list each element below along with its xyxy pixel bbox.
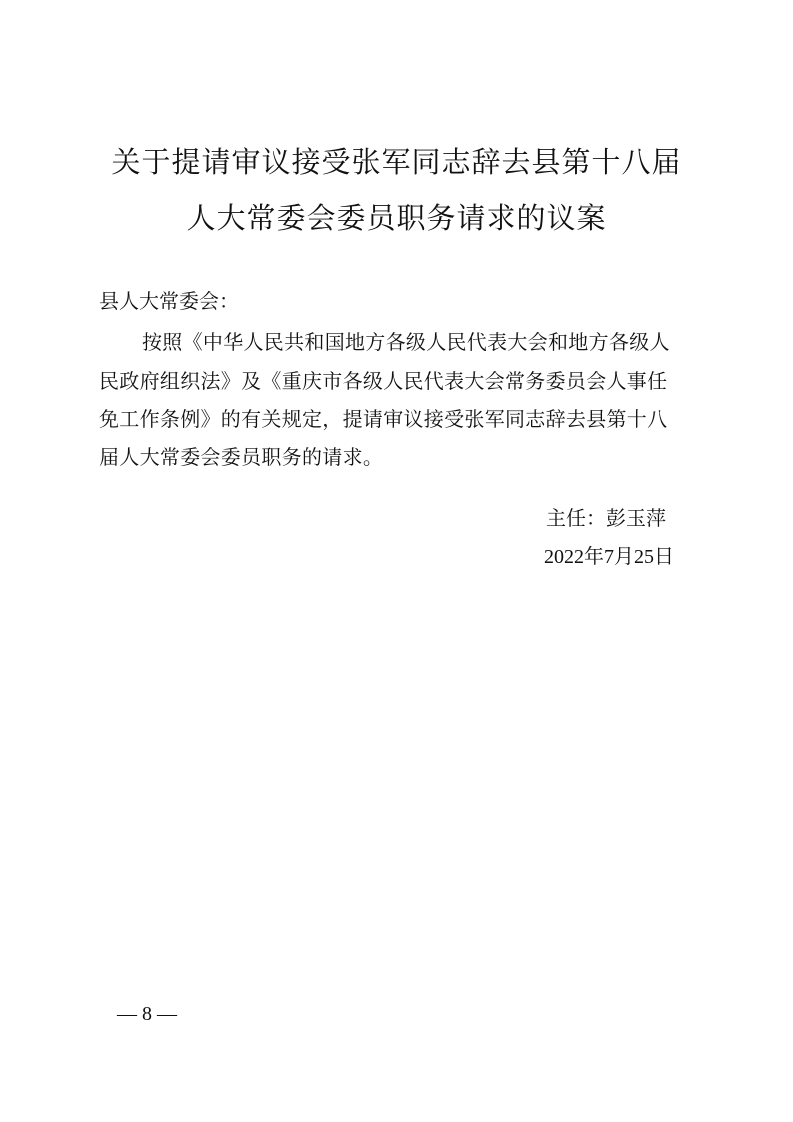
document-title-line-2: 人大常委会委员职务请求的议案	[186, 201, 607, 235]
document-title-line-1: 关于提请审议接受张军同志辞去县第十八届	[111, 145, 682, 179]
page-number: — 8 —	[117, 1003, 177, 1025]
body-paragraph-line-2: 民政府组织法》及《重庆市各级人民代表大会常务委员会人事任	[99, 369, 668, 393]
salutation: 县人大常委会：	[99, 289, 239, 313]
signature: 主任：彭玉萍	[546, 506, 666, 530]
document-date: 2022年7月25日	[544, 546, 674, 568]
body-paragraph-line-1: 按照《中华人民共和国地方各级人民代表大会和地方各级人	[142, 330, 670, 354]
body-paragraph-line-4: 届人大常委会委员职务的请求。	[99, 445, 384, 469]
body-paragraph-line-3: 免工作条例》的有关规定，提请审议接受张军同志辞去县第十八	[99, 407, 668, 431]
